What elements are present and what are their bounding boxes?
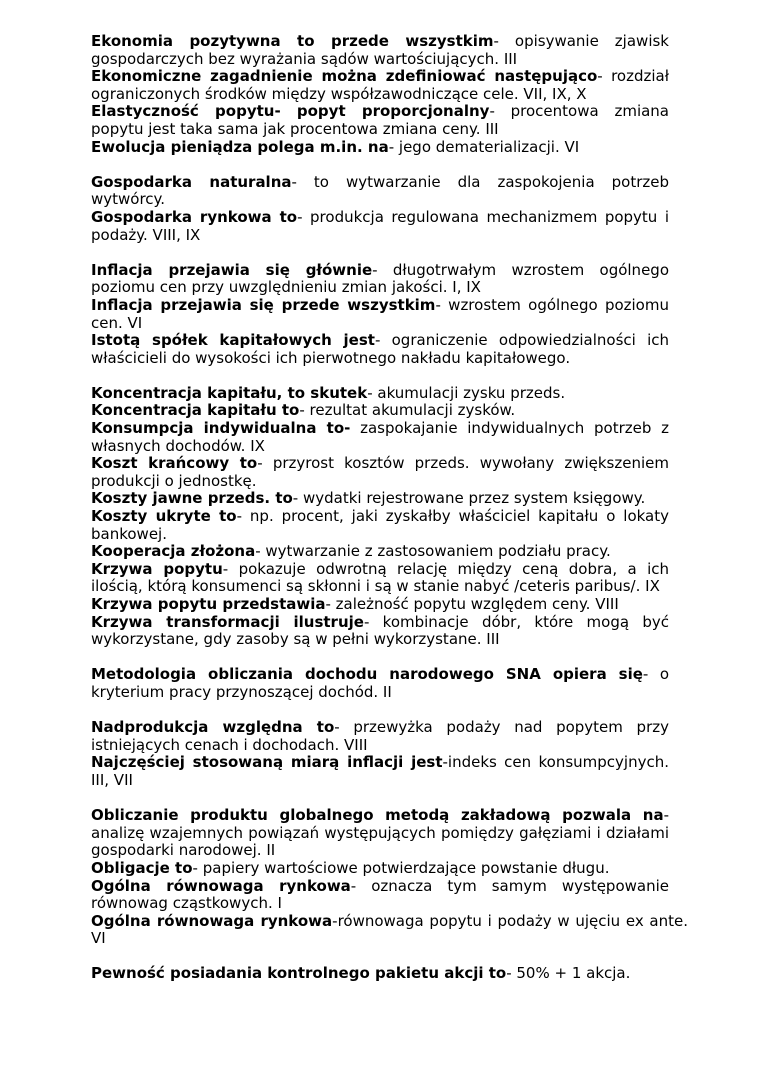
glossary-section	[91, 666, 669, 701]
entry-definition: - zależność popytu względem ceny. VIII	[325, 595, 619, 613]
glossary-entry	[91, 332, 669, 367]
entry-definition: - wytwarzanie z zastosowaniem podziału pracy.	[255, 542, 611, 561]
entry-term: Obliczanie produktu globalnego metodą zakładową pozwala na	[91, 806, 664, 825]
glossary-entry	[91, 420, 669, 455]
glossary-entry	[91, 754, 669, 789]
entry-term: Nadprodukcja względna to	[91, 718, 335, 737]
glossary-entry	[91, 402, 669, 420]
entry-term: Krzywa transformacji ilustruje	[91, 612, 364, 631]
glossary-entry	[91, 913, 688, 948]
entry-term: Inflacja przejawia się przede wszystkim	[91, 295, 436, 314]
glossary-entry	[91, 262, 669, 297]
entry-definition: - produkcja regulowana mechanizmem popytu i podaży. VIII, IX	[91, 207, 670, 244]
document-page	[91, 32, 688, 1001]
glossary-entry	[91, 666, 669, 701]
entry-definition: - oznacza tym samym występowanie równowag cząstkowych. I	[91, 876, 669, 913]
glossary-entry	[91, 614, 669, 649]
entry-term: Ogólna równowaga rynkowa	[91, 911, 333, 930]
entry-definition: - wzrostem ogólnego poziomu cen. VI	[91, 295, 669, 332]
entry-definition: - analizę wzajemnych powiązań występujących pomiędzy gałęziami i działami gospodarki narodowej. II	[91, 806, 669, 860]
entry-term: Ekonomia pozytywna to przede wszystkim	[91, 32, 494, 50]
entry-definition: - wydatki rejestrowane przez system księgowy.	[292, 489, 646, 508]
glossary-entry	[91, 807, 669, 860]
entry-term: Gospodarka naturalna	[91, 172, 292, 191]
entry-definition: - np. procent, jaki zyskałby właściciel kapitału o lokaty bankowej.	[91, 507, 669, 543]
entry-definition: - akumulacji zysku przeds.	[367, 383, 566, 402]
glossary-section	[91, 806, 688, 948]
entry-term: Koszty ukryte to	[91, 507, 237, 526]
glossary-entry	[91, 385, 669, 403]
glossary-section	[91, 33, 669, 156]
entry-term: Obligacje to	[91, 858, 193, 877]
entry-definition: - pokazuje odwrotną relację między ceną dobra, a ich ilością, którą konsumenci są skłonni i są w stanie nabyć /ceteris paribus/. IX	[91, 559, 670, 596]
entry-definition: - kombinacje dóbr, które mogą być wykorzystane, gdy zasoby są w pełni wykorzystane. III	[91, 612, 670, 649]
entry-definition: - papiery wartościowe potwierdzające powstanie długu.	[192, 858, 610, 877]
entry-definition: - jego dematerializacji. VI	[388, 137, 580, 156]
entry-term: Koszt krańcowy to	[91, 454, 258, 473]
entry-term: Krzywa popytu przedstawia	[91, 595, 326, 613]
entry-definition: - ograniczenie odpowiedzialności ich właścicieli do wysokości ich pierwotnego nakładu kapitałowego.	[91, 331, 669, 367]
glossary-entry	[91, 490, 669, 508]
entry-definition: - opisywanie zjawisk gospodarczych bez wyrażania sądów wartościujących. III	[91, 32, 669, 68]
entry-term: Pewność posiadania kontrolnego pakietu akcji to	[91, 964, 507, 983]
entry-term: Ogólna równowaga rynkowa	[91, 876, 351, 895]
entry-definition: - długotrwałym wzrostem ogólnego poziomu cen przy uwzględnieniu zmian jakości. I, IX	[91, 260, 669, 297]
entry-definition: - to wytwarzanie dla zaspokojenia potrzeb wytwórcy.	[91, 172, 670, 209]
entry-definition: -równowaga popytu i podaży w ujęciu ex ante. VI	[91, 911, 688, 948]
entry-definition: - przewyżka podaży nad popytem przy istniejących cenach i dochodach. VIII	[91, 718, 669, 754]
glossary-entry	[91, 103, 669, 138]
entry-term: Koncentracja kapitału, to skutek	[91, 383, 368, 402]
glossary-section	[91, 262, 669, 368]
glossary-entry	[91, 33, 669, 68]
entry-term: Koncentracja kapitału to	[91, 401, 300, 420]
entry-definition: - rozdział ograniczonych środków między współzawodniczące cele. VII, IX, X	[91, 67, 669, 103]
entry-term: Metodologia obliczania dochodu narodowego SNA opiera się	[91, 665, 643, 684]
glossary-entry	[91, 878, 669, 913]
glossary-section	[91, 174, 669, 244]
entry-definition: - rezultat akumulacji zysków.	[299, 401, 516, 420]
entry-definition: - 50% + 1 akcja.	[506, 964, 631, 983]
glossary-entry	[91, 596, 669, 614]
entry-term: Kooperacja złożona	[91, 542, 256, 561]
glossary-entry	[91, 209, 669, 244]
entry-definition: - procentowa zmiana popytu jest taka sama jak procentowa zmiana ceny. III	[91, 102, 669, 138]
glossary-entry	[91, 139, 669, 157]
entry-definition: -indeks cen konsumpcyjnych. III, VII	[91, 753, 669, 789]
entry-term: Elastyczność popytu- popyt proporcjonalny	[91, 102, 490, 121]
glossary-entry	[91, 297, 669, 332]
glossary-entry	[91, 174, 669, 209]
entry-term: Najczęściej stosowaną miarą inflacji jest	[91, 753, 443, 772]
glossary-entry	[91, 965, 669, 983]
glossary-entry	[91, 455, 669, 490]
glossary-entry	[91, 543, 669, 561]
glossary-section	[91, 385, 669, 649]
entry-term: Ewolucja pieniądza polega m.in. na	[91, 137, 389, 156]
glossary-section	[91, 965, 669, 983]
glossary-entry	[91, 68, 669, 103]
glossary-entry	[91, 561, 669, 596]
glossary-entry	[91, 719, 669, 754]
entry-definition: - przyrost kosztów przeds. wywołany zwiększeniem produkcji o jednostkę.	[91, 454, 669, 490]
glossary-entry	[91, 860, 669, 878]
entry-definition: - o kryterium pracy przynoszącej dochód. II	[91, 665, 670, 701]
entry-term: Inflacja przejawia się głównie	[91, 260, 373, 279]
entry-term: Istotą spółek kapitałowych jest	[91, 331, 375, 350]
glossary-section	[91, 719, 669, 789]
entry-term: Krzywa popytu	[91, 559, 223, 578]
entry-term: Ekonomiczne zagadnienie można zdefiniować następująco	[91, 67, 598, 86]
entry-definition: zaspokajanie indywidualnych potrzeb z własnych dochodów. IX	[91, 419, 669, 455]
glossary-entry	[91, 508, 669, 543]
entry-term: Koszty jawne przeds. to	[91, 489, 293, 508]
entry-term: Gospodarka rynkowa to	[91, 207, 298, 226]
entry-term: Konsumpcja indywidualna to-	[91, 419, 351, 438]
